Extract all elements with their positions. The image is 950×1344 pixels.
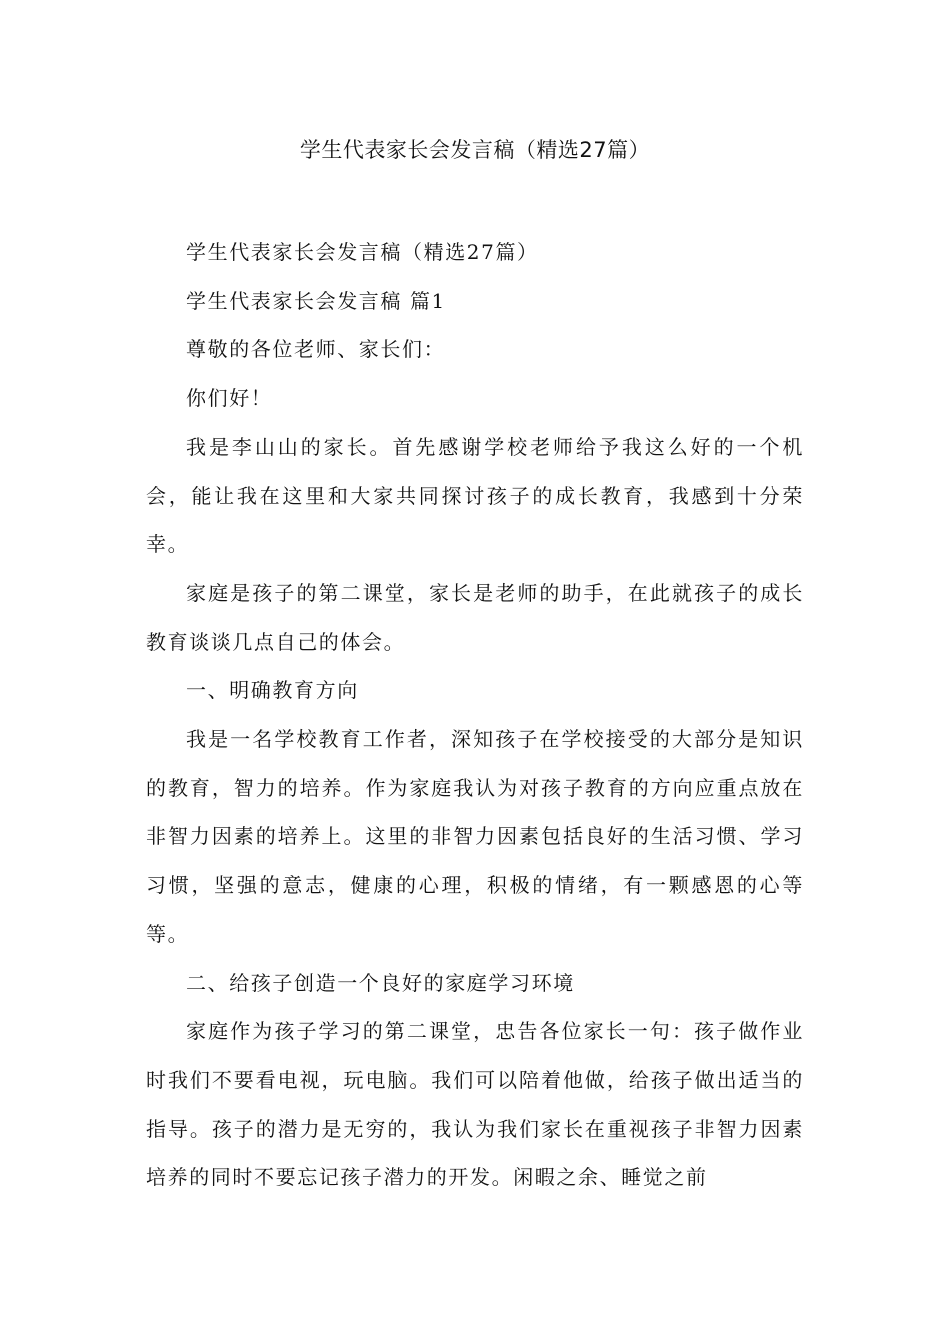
paragraph-heading-direction: 一、明确教育方向 (186, 678, 359, 703)
document-body (146, 228, 804, 1202)
document-title: 学生代表家长会发言稿（精选27篇） (299, 138, 651, 162)
paragraph-subtitle: 学生代表家长会发言稿（精选27篇） (186, 240, 539, 264)
paragraph-section-heading: 学生代表家长会发言稿 篇1 (186, 288, 446, 313)
paragraph-study-environment: 家庭作为孩子学习的第二课堂，忠告各位家长一句：孩子做作业时我们不要看电视，玩电脑。我们可以陪着他做，给孩子做出适当的指导。孩子的潜力是无穷的，我认为我们家长在重视孩子非智力因素培养的同时不要忘记孩子潜力的开发。闲暇之余、睡觉之前 (146, 1019, 804, 1190)
paragraph-family-classroom: 家庭是孩子的第二课堂，家长是老师的助手，在此就孩子的成长教育谈谈几点自己的体会。 (146, 580, 804, 654)
paragraph-salutation: 尊敬的各位老师、家长们： (186, 337, 446, 362)
paragraph-greeting: 你们好！ (186, 386, 273, 411)
paragraph-introduction: 我是李山山的家长。首先感谢学校老师给予我这么好的一个机会，能让我在这里和大家共同探讨孩子的成长教育，我感到十分荣幸。 (146, 434, 804, 557)
paragraph-education-direction: 我是一名学校教育工作者，深知孩子在学校接受的大部分是知识的教育，智力的培养。作为家庭我认为对孩子教育的方向应重点放在非智力因素的培养上。这里的非智力因素包括良好的生活习惯、学习习惯，坚强的意志，健康的心理，积极的情绪，有一颗感恩的心等等。 (146, 727, 804, 946)
paragraph-heading-environment: 二、给孩子创造一个良好的家庭学习环境 (186, 970, 575, 995)
